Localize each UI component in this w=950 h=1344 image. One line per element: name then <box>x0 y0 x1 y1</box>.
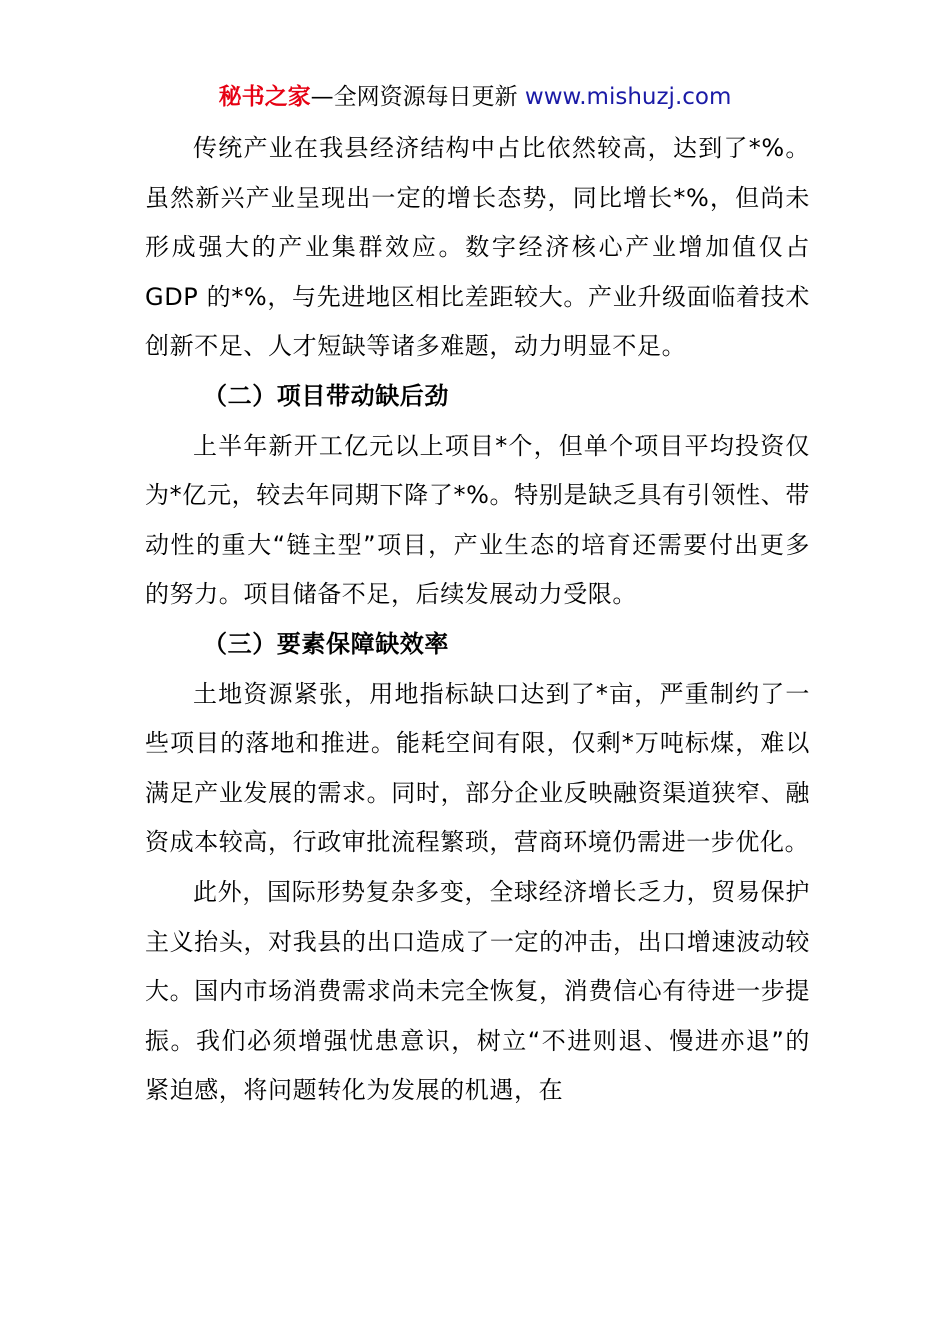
slogan-text: —全网资源每日更新 <box>310 84 525 110</box>
paragraph-factors: 土地资源紧张，用地指标缺口达到了*亩，严重制约了一些项目的落地和推进。能耗空间有限，仅剩*万吨标煤，难以满足产业发展的需求。同时，部分企业反映融资渠道狭窄、融资成本较高，行政审批流程繁琐，营商环境仍需进一步优化。 <box>145 679 810 857</box>
site-header <box>0 80 950 114</box>
brand-name: 秘书之家 <box>218 84 311 110</box>
site-url-link[interactable]: www.mishuzj.com <box>524 84 732 110</box>
document-body <box>145 124 810 1116</box>
section-heading-projects: （二）项目带动缺后劲 <box>203 381 449 410</box>
paragraph-projects: 上半年新开工亿元以上项目*个，但单个项目平均投资仅为*亿元，较去年同期下降了*%。特别是缺乏具有引领性、带动性的重大“链主型”项目，产业生态的培育还需要付出更多的努力。项目储备不足，后续发展动力受限。 <box>145 431 810 609</box>
paragraph-industry: 传统产业在我县经济结构中占比依然较高，达到了*%。虽然新兴产业呈现出一定的增长态势，同比增长*%，但尚未形成强大的产业集群效应。数字经济核心产业增加值仅占 GDP 的*%，与先进地区相比差距较大。产业升级面临着技术创新不足、人才短缺等诸多难题，动力明显不足。 <box>145 134 810 361</box>
paragraph-external: 此外，国际形势复杂多变，全球经济增长乏力，贸易保护主义抬头，对我县的出口造成了一定的冲击，出口增速波动较大。国内市场消费需求尚未完全恢复，消费信心有待进一步提振。我们必须增强忧患意识，树立“不进则退、慢进亦退”的紧迫感，将问题转化为发展的机遇，在 <box>145 877 810 1105</box>
section-heading-factors: （三）要素保障缺效率 <box>203 629 449 658</box>
